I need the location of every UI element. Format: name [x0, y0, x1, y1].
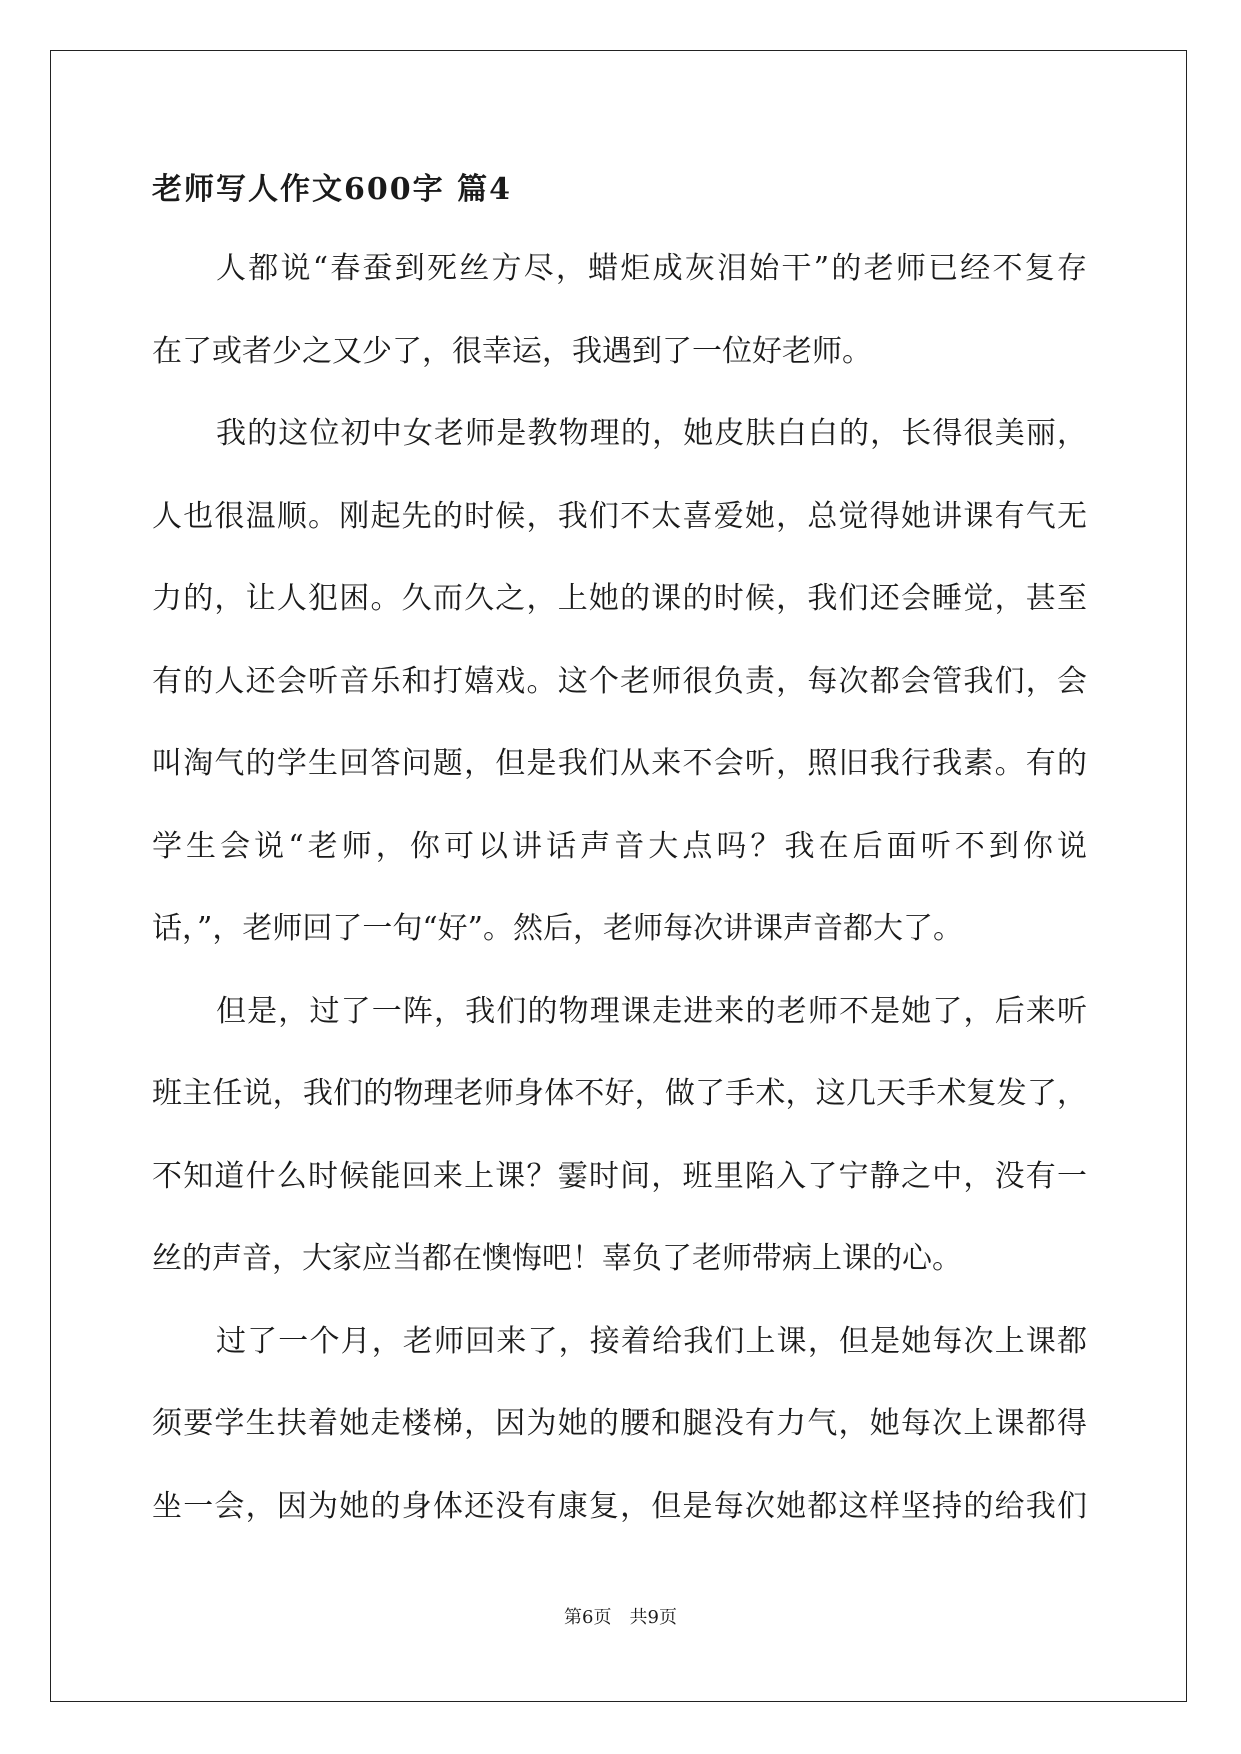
- paragraph: [152, 393, 1087, 971]
- paragraph-line: 但是，过了一阵，我们的物理课走进来的老师不是她了，后来听: [216, 993, 1087, 1029]
- document-title: 老师写人作文600字 篇4: [152, 172, 512, 207]
- page-total: 共9页: [629, 1607, 677, 1628]
- paragraph-line: 有的人还会听音乐和打嬉戏。这个老师很负责，每次都会管我们，会: [152, 663, 1087, 699]
- paragraph: [152, 971, 1087, 1301]
- paragraph-line: 坐一会，因为她的身体还没有康复，但是每次她都这样坚持的给我们: [152, 1488, 1087, 1524]
- paragraph-line: 须要学生扶着她走楼梯，因为她的腰和腿没有力气，她每次上课都得: [152, 1406, 1087, 1441]
- paragraph-line: 在了或者少之又少了，很幸运，我遇到了一位好老师。: [152, 333, 872, 369]
- paragraph: [152, 1301, 1087, 1549]
- paragraph-line: 人也很温顺。刚起先的时候，我们不太喜爱她，总觉得她讲课有气无: [152, 498, 1087, 534]
- paragraph: [152, 228, 1087, 393]
- page-number: 第6页: [564, 1607, 612, 1628]
- paragraph-line: 学生会说“老师，你可以讲话声音大点吗？我在后面听不到你说: [152, 828, 1087, 864]
- paragraph-line: 力的，让人犯困。久而久之，上她的课的时候，我们还会睡觉，甚至: [152, 581, 1087, 616]
- paragraph-line: 班主任说，我们的物理老师身体不好，做了手术，这几天手术复发了，: [152, 1076, 1087, 1111]
- paragraph-line: 叫淘气的学生回答问题，但是我们从来不会听，照旧我行我素。有的: [152, 746, 1087, 781]
- paragraph-line: 过了一个月，老师回来了，接着给我们上课，但是她每次上课都: [216, 1323, 1087, 1359]
- paragraph-line: 丝的声音，大家应当都在懊悔吧！辜负了老师带病上课的心。: [152, 1241, 962, 1276]
- paragraph-line: 不知道什么时候能回来上课？霎时间，班里陷入了宁静之中，没有一: [152, 1158, 1087, 1194]
- document-body: [152, 160, 1087, 1548]
- paragraph-line: 人都说“春蚕到死丝方尽，蜡炬成灰泪始干”的老师已经不复存: [216, 251, 1087, 286]
- paragraph-line: 话，”，老师回了一句“好”。然后，老师每次讲课声音都大了。: [152, 911, 964, 946]
- paragraph-list: [152, 228, 1087, 1548]
- paragraph-line: 我的这位初中女老师是教物理的，她皮肤白白的，长得很美丽，: [216, 416, 1087, 451]
- page-footer: [0, 1606, 1241, 1630]
